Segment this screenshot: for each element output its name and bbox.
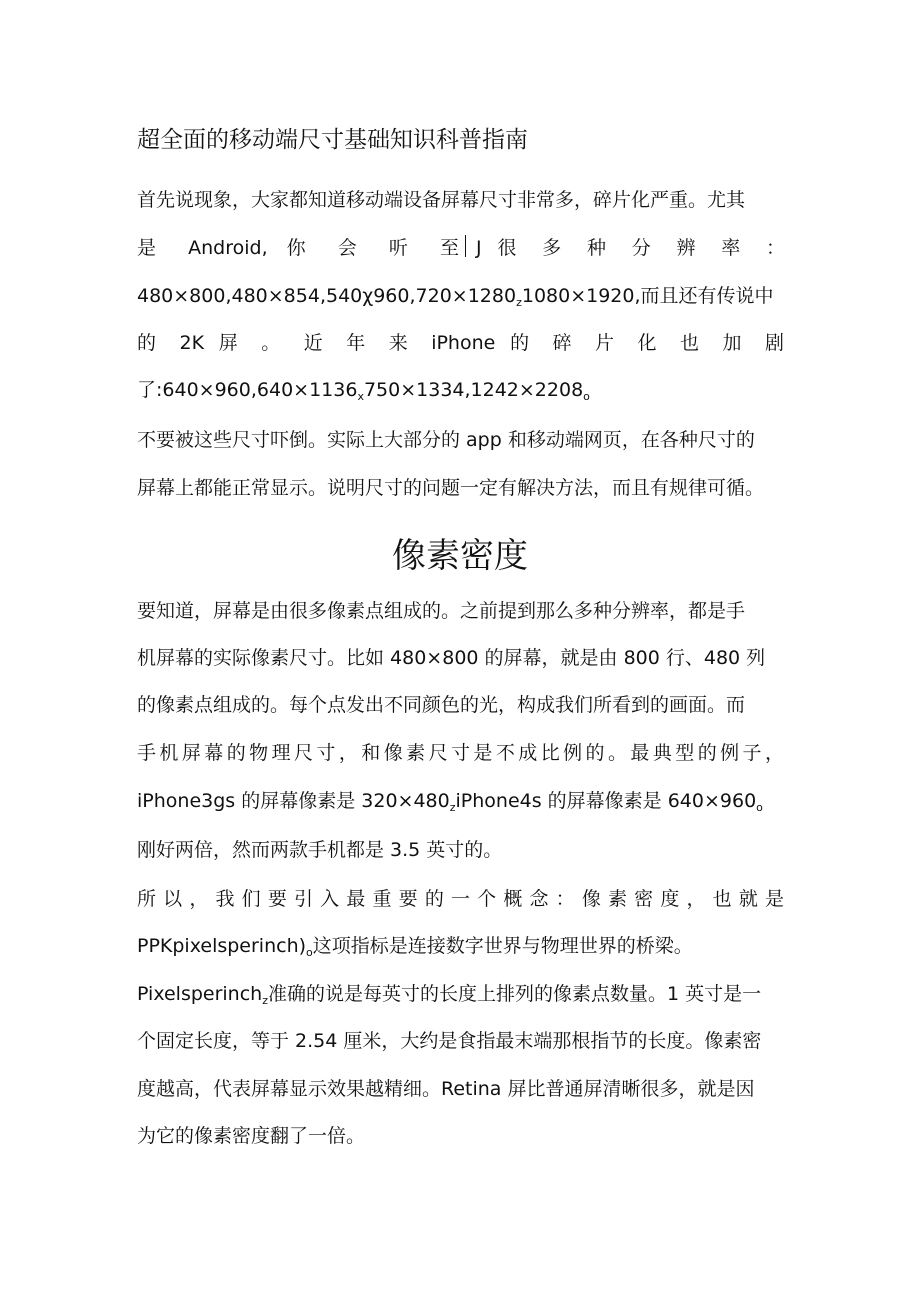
intro-line-3-part-a: 480×800,480×854,540χ960,720×1280 xyxy=(137,285,517,307)
document-title: 超全面的移动端尺寸基础知识科普指南 xyxy=(137,127,528,153)
section-para1-line-4: 手机屏幕的物理尺寸，和像素尺寸是不成比例的。最典型的例子， xyxy=(137,742,784,764)
section-para1-line-2: 机屏幕的实际像素尺寸。比如 480×800 的屏幕，就是由 800 行、480 列 xyxy=(137,647,766,669)
section-para3-line-4: 为它的像素密度翻了一倍。 xyxy=(137,1125,366,1147)
intro-line-5-part-b: 750×1334,1242×2208 xyxy=(363,379,584,401)
intro-line-2 xyxy=(137,233,784,263)
para2-line-2: 屏幕上都能正常显示。说明尺寸的问题一定有解决方法，而且有规律可循。 xyxy=(137,477,765,499)
intro-line-5 xyxy=(137,375,784,405)
section-para1-line-6: 刚好两倍，然而两款手机都是 3.5 英寸的。 xyxy=(137,839,503,861)
section-para2-line-2-sub: o xyxy=(306,946,313,959)
intro-line-5-sub: x xyxy=(357,390,364,403)
section-para3-line-2: 个固定长度，等于 2.54 厘米，大约是食指最末端那根指节的长度。像素密 xyxy=(137,1030,762,1052)
intro-line-2-right: J 很 多 种 分 辨 率 ： xyxy=(476,237,785,259)
section-para3-line-1-part-a: Pixelsperinch xyxy=(137,983,263,1005)
section-para2-line-2-part-b: 这项指标是连接数字世界与物理世界的桥梁。 xyxy=(312,935,693,957)
section-para1-line-5-part-b: iPhone4s 的屏幕像素是 640×960 xyxy=(455,790,757,812)
intro-line-5-part-a: 了:640×960,640×1136 xyxy=(137,379,358,401)
section-para3-line-3: 度越高，代表屏幕显示效果越精细。Retina 屏比普通屏清晰很多，就是因 xyxy=(137,1078,755,1100)
section-para3-line-1-sub: z xyxy=(262,994,268,1007)
section-para1-line-5-part-a: iPhone3gs 的屏幕像素是 320×480 xyxy=(137,790,450,812)
section-para2-line-2-part-a: PPKpixelsperinch) xyxy=(137,935,307,957)
intro-line-3-sub: z xyxy=(516,296,522,309)
section-para1-line-5 xyxy=(137,786,784,816)
section-para2-line-1: 所 以 ， 我 们 要 引 入 最 重 要 的 一 个 概 念 ： 像 素 密 度 ， 也 就 是 xyxy=(137,888,784,910)
intro-line-2-left: 是 Android, 你 会 听 至 xyxy=(137,237,459,259)
intro-line-4: 的 2K 屏 。 近 年 来 iPhone 的 碎 片 化 也 加 剧 xyxy=(137,332,784,354)
section-para1-line-3: 的像素点组成的。每个点发出不同颜色的光，构成我们所看到的画面。而 xyxy=(137,694,746,716)
section-para1-line-5-sub: z xyxy=(449,801,456,814)
section-para3-line-1 xyxy=(137,979,784,1009)
section-para2-line-2 xyxy=(137,931,784,961)
intro-line-5-sub-2: o xyxy=(583,390,590,403)
section-para3-line-1-part-b: 准确的说是每英寸的长度上排列的像素点数量。1 英寸是一 xyxy=(268,983,762,1005)
section-para1-line-1: 要知道，屏幕是由很多像素点组成的。之前提到那么多种分辨率，都是手 xyxy=(137,600,746,622)
intro-line-3-part-b: 1080×1920,而且还有传说中 xyxy=(521,285,774,307)
intro-line-1: 首先说现象，大家都知道移动端设备屏幕尺寸非常多，碎片化严重。尤其 xyxy=(137,189,746,211)
text-cursor-mark xyxy=(465,235,466,257)
section-heading: 像素密度 xyxy=(392,536,528,576)
intro-line-3 xyxy=(137,281,784,311)
section-para1-line-5-sub-2: o xyxy=(756,801,763,814)
para2-line-1: 不要被这些尺寸吓倒。实际上大部分的 app 和移动端网页，在各种尺寸的 xyxy=(137,429,755,451)
